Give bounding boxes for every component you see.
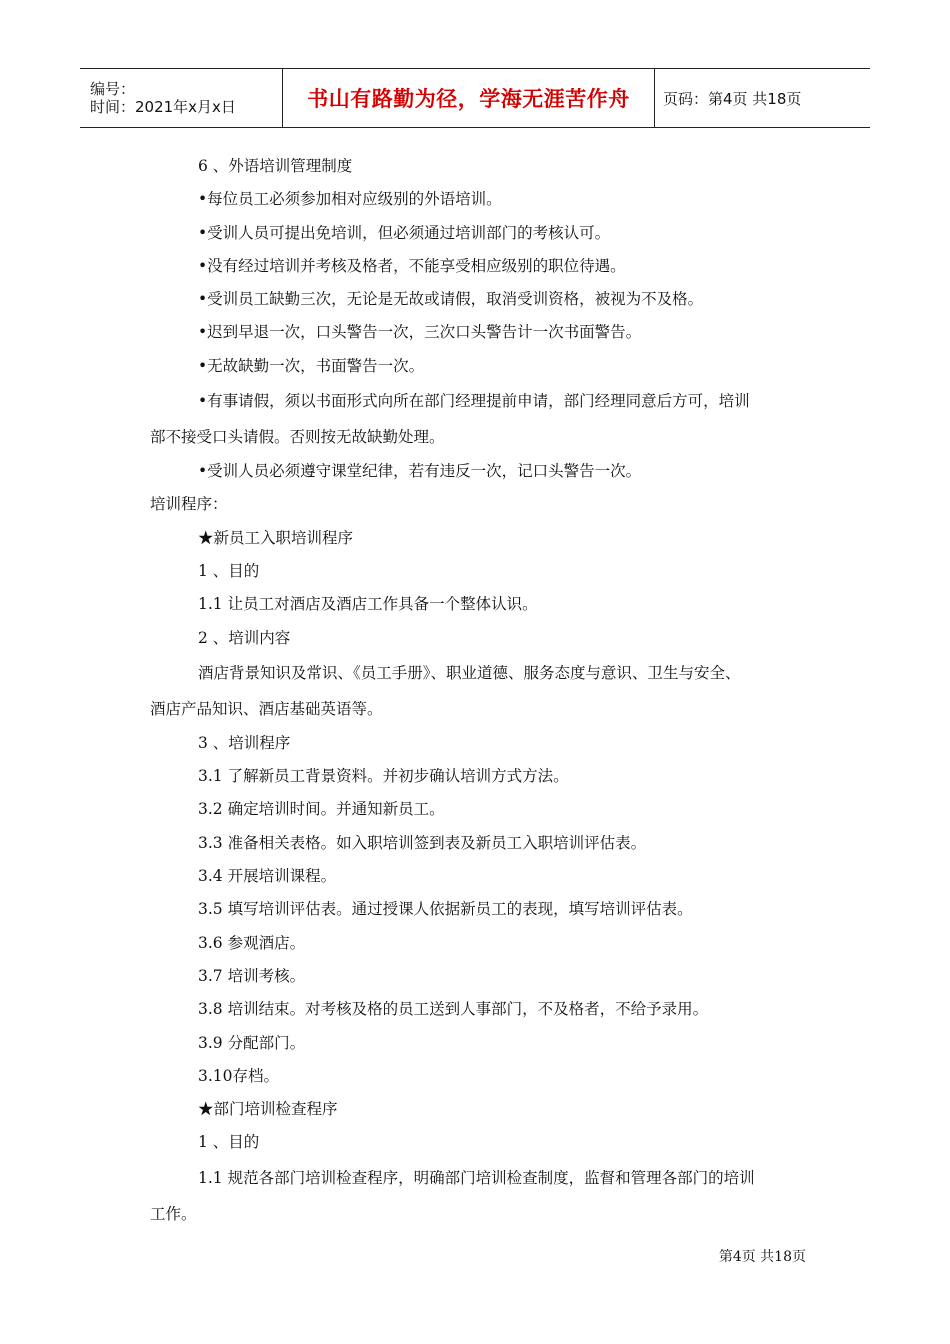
paragraph-line: •每位员工必须参加相对应级别的外语培训。: [198, 190, 502, 209]
paragraph-line: •受训人员必须遵守课堂纪律，若有违反一次，记口头警告一次。: [198, 462, 642, 481]
paragraph-line: •迟到早退一次，口头警告一次，三次口头警告计一次书面警告。: [198, 323, 642, 342]
document-body: [150, 150, 810, 1232]
paragraph-line: 6 、外语培训管理制度: [198, 157, 353, 175]
document-time-label: 时间：2021年x月x日: [90, 98, 236, 116]
paragraph-line: ★新员工入职培训程序: [198, 528, 354, 547]
paragraph-line: 工作。: [150, 1204, 197, 1223]
paragraph-line: 3 、培训程序: [198, 733, 291, 752]
paragraph-line: 3.10存档。: [198, 1066, 280, 1085]
header-motto-cell: [282, 69, 655, 127]
paragraph-line: 3.1 了解新员工背景资料。并初步确认培训方式方法。: [198, 767, 569, 786]
paragraph-line: 3.6 参观酒店。: [198, 933, 306, 952]
paragraph-line: 部不接受口头请假。否则按无故缺勤处理。: [150, 428, 445, 447]
paragraph-line: 1.1 让员工对酒店及酒店工作具备一个整体认识。: [198, 595, 538, 614]
page-header: [80, 68, 870, 128]
paragraph-line: 酒店背景知识及常识、《员工手册》、职业道德、服务态度与意识、卫生与安全、: [198, 663, 741, 682]
paragraph-line: •没有经过培训并考核及格者，不能享受相应级别的职位待遇。: [198, 256, 626, 275]
header-page-cell: [655, 69, 870, 127]
paragraph-line: 3.8 培训结束。对考核及格的员工送到人事部门，不及格者，不给予录用。: [198, 1000, 709, 1019]
paragraph-line: 1.1 规范各部门培训检查程序，明确部门培训检查制度，监督和管理各部门的培训: [198, 1168, 755, 1187]
paragraph-line: ★部门培训检查程序: [198, 1100, 338, 1119]
paragraph-line: 3.2 确定培训时间。并通知新员工。: [198, 800, 445, 819]
paragraph-line: 2 、培训内容: [198, 628, 291, 647]
header-meta: [80, 69, 282, 127]
paragraph-line: 3.4 开展培训课程。: [198, 867, 337, 886]
paragraph-line: 3.5 填写培训评估表。通过授课人依据新员工的表现，填写培训评估表。: [198, 900, 693, 919]
paragraph-line: 酒店产品知识、酒店基础英语等。: [150, 699, 383, 718]
paragraph-line: •无故缺勤一次，书面警告一次。: [198, 356, 425, 375]
document-number-label: 编号：: [90, 80, 136, 98]
paragraph-line: 3.7 培训考核。: [198, 966, 306, 985]
paragraph-line: 1 、目的: [198, 1133, 260, 1152]
paragraph-line: •有事请假，须以书面形式向所在部门经理提前申请，部门经理同意后方可，培训: [198, 392, 750, 411]
paragraph-line: •受训员工缺勤三次，无论是无故或请假，取消受训资格，被视为不及格。: [198, 290, 704, 309]
paragraph-line: •受训人员可提出免培训，但必须通过培训部门的考核认可。: [198, 223, 611, 242]
paragraph-line: 3.9 分配部门。: [198, 1033, 306, 1052]
header-motto: 书山有路勤为径，学海无涯苦作舟: [307, 87, 630, 111]
page-footer: 第4页 共18页: [718, 1249, 806, 1265]
header-page-number: 页码：第4页 共18页: [663, 89, 802, 108]
paragraph-line: 1 、目的: [198, 561, 260, 580]
paragraph-line: 培训程序：: [150, 495, 228, 514]
paragraph-line: 3.3 准备相关表格。如入职培训签到表及新员工入职培训评估表。: [198, 833, 647, 852]
